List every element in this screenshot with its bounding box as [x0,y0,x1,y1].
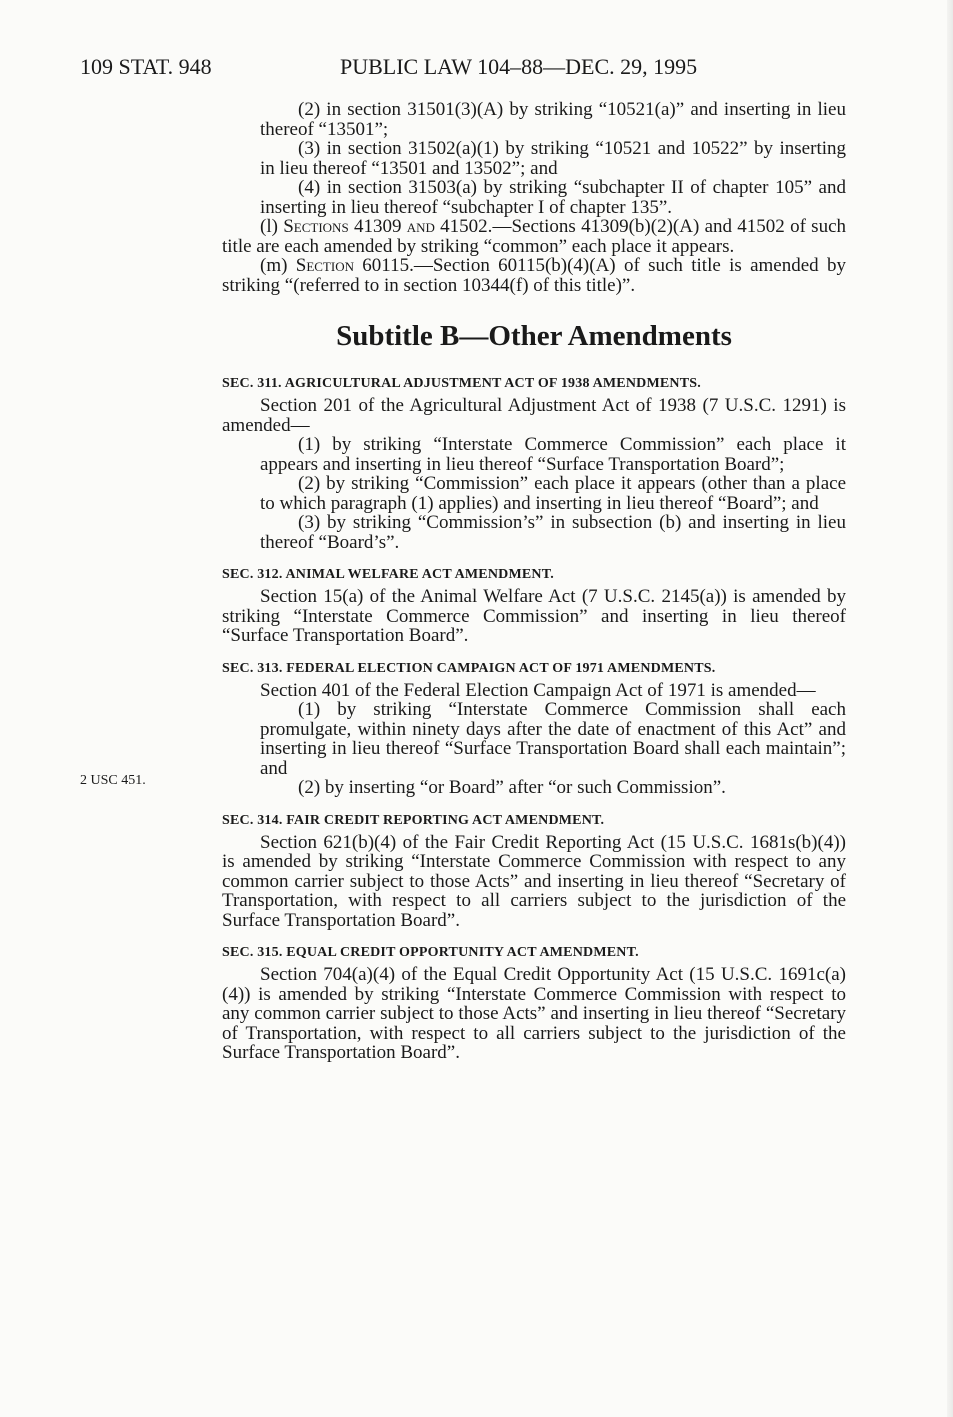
section-311-heading: SEC. 311. AGRICULTURAL ADJUSTMENT ACT OF 1938 AMENDMENTS. [222,376,701,391]
paragraph-item-3: (3) in section 31502(a)(1) by striking “10521 and 10522” by inserting in lieu thereof “13501 and 13502”; and [260,138,846,179]
section-311-item: (3) by striking “Commission’s” in subsection (b) and inserting in lieu thereof “Board’s”. [260,512,846,553]
subsection-l-label: (l) [260,216,284,237]
section-315-text: Section 704(a)(4) of the Equal Credit Opportunity Act (15 U.S.C. 1691c(a)(4)) is amended by striking “Interstate Commerce Commission with respect to any common carrier subject to those Acts” and inserting in lieu thereof “Secretary of Transportation, with respect to all carriers subject to the jurisdiction of the Surface Transportation Board”. [222,964,846,1063]
page-edge [947,0,953,1417]
section-311-item: (1) by striking “Interstate Commerce Commission” each place it appears and inserting in lieu thereof “Surface Transportation Board”; [260,434,846,475]
paragraph-item-2: (2) in section 31501(3)(A) by striking “10521(a)” and inserting in lieu thereof “13501”; [260,99,846,140]
subsection-m-label: (m) [260,255,296,276]
section-313-item: (1) by striking “Interstate Commerce Commission shall each promulgate, within ninety days after the date of enactment of this Act” and inserting in lieu thereof “Surface Transportation Board shall each maintain”; and [260,699,846,779]
margin-note: 2 USC 451. [80,773,146,788]
subsection-l-text: —Sections 41309(b)(2)(A) and 41502 of such title are each amended by striking “common” each place it appears. [222,216,846,257]
section-315-heading: SEC. 315. EQUAL CREDIT OPPORTUNITY ACT AMENDMENT. [222,945,639,960]
paragraph-item-4: (4) in section 31503(a) by striking “subchapter II of chapter 105” and inserting in lieu thereof “subchapter I of chapter 135”. [260,177,846,218]
subsection-m [222,256,846,295]
section-314-text: Section 621(b)(4) of the Fair Credit Reporting Act (15 U.S.C. 1681s(b)(4)) is amended by striking “Interstate Commerce Commission with respect to any common carrier subject to those Acts” and inserting in lieu thereof “Secretary of Transportation, with respect to all carriers subject to the jurisdiction of the Surface Transportation Board”. [222,831,846,931]
subsection-m-caption: Section 60115. [295,255,414,276]
section-311-item: (2) by striking “Commission” each place it appears (other than a place to which paragraph (1) applies) and inserting in lieu thereof “Board”; and [260,473,846,514]
page-body [222,100,846,1063]
subtitle-heading: Subtitle B—Other Amendments [336,320,732,352]
section-312-heading: SEC. 312. ANIMAL WELFARE ACT AMENDMENT. [222,567,554,582]
law-citation: PUBLIC LAW 104–88—DEC. 29, 1995 [340,54,698,79]
subsection-l-caption: Sections 41309 and 41502. [283,216,493,237]
section-313-heading: SEC. 313. FEDERAL ELECTION CAMPAIGN ACT OF 1971 AMENDMENTS. [222,660,716,676]
subsection-m-text: —Section 60115(b)(4)(A) of such title is amended by striking “(referred to in section 10344(f) of this title)”. [222,255,846,296]
section-312-text: Section 15(a) of the Animal Welfare Act (7 U.S.C. 2145(a)) is amended by striking “Interstate Commerce Commission” and inserting in lieu thereof “Surface Transportation Board”. [222,586,846,646]
page-folio: 109 STAT. 948 [80,54,212,79]
section-313-item: (2) by inserting “or Board” after “or such Commission”. [298,777,726,798]
running-head [80,54,840,86]
section-314-heading: SEC. 314. FAIR CREDIT REPORTING ACT AMENDMENT. [222,812,605,828]
section-311-intro: Section 201 of the Agricultural Adjustment Act of 1938 (7 U.S.C. 1291) is amended— [222,395,846,436]
section-313-intro: Section 401 of the Federal Election Campaign Act of 1971 is amended— [260,679,816,701]
subsection-l [222,217,846,256]
